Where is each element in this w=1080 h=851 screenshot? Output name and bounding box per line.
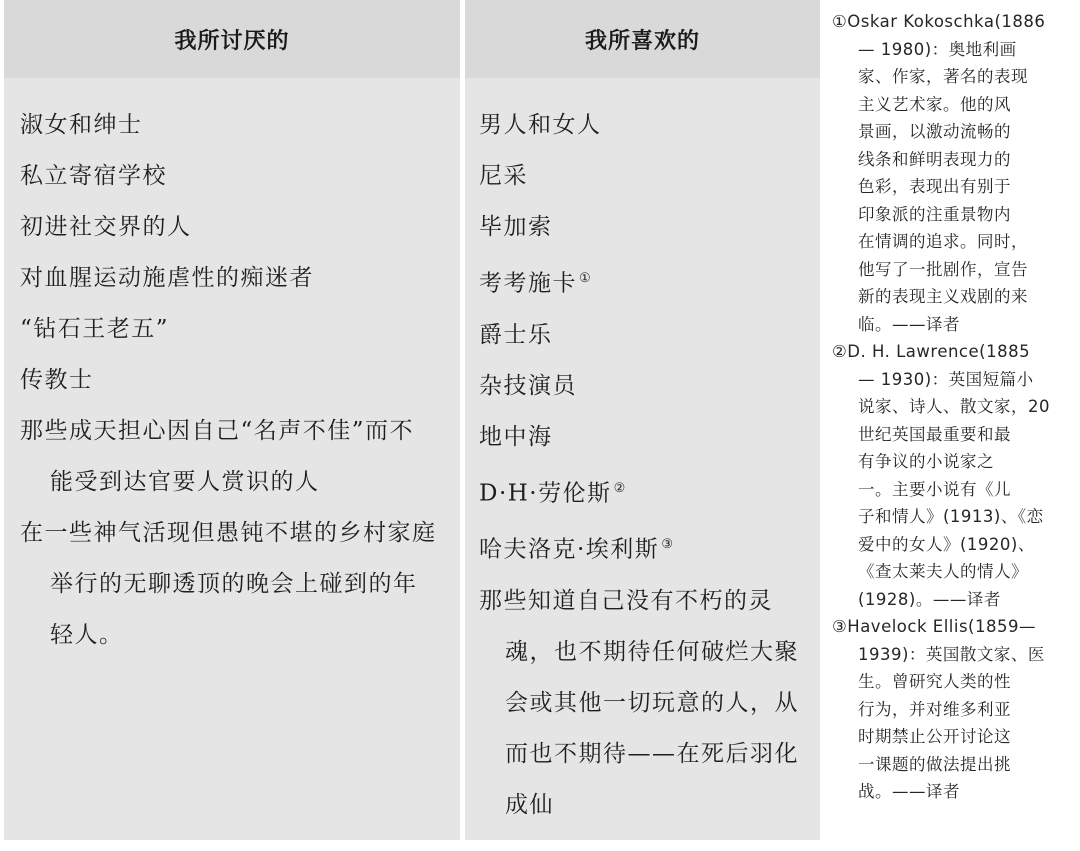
list-item [4, 355, 460, 406]
footnote-line: 说家、诗人、散文家，20 [858, 397, 1050, 416]
list-item [4, 202, 460, 253]
list-item-line: 淑女和绅士 [20, 112, 143, 138]
list-item [465, 361, 820, 412]
footnote-marker: ③ [661, 537, 675, 553]
list-item [465, 463, 820, 520]
list-item [465, 151, 820, 202]
list-item [4, 304, 460, 355]
footnote-line: 爱中的女人》(1920)、 [858, 534, 1035, 554]
list-item-line: “钻石王老五” [20, 316, 170, 342]
dislike-list [4, 78, 460, 661]
footnote-line: 有争议的小说家之 [858, 452, 994, 471]
footnote-marker: ② [613, 480, 627, 496]
dislike-header: 我所讨厌的 [4, 0, 460, 78]
footnote [832, 338, 1076, 613]
list-item [465, 576, 820, 831]
footnote-line: 景画，以激动流畅的 [858, 122, 1011, 141]
list-item-line: 私立寄宿学校 [20, 163, 167, 189]
list-item-line: 尼采 [479, 163, 528, 189]
footnote-line: 世纪英国最重要和最 [858, 424, 1011, 444]
list-item-line: 在一些神气活现但愚钝不堪的乡村家庭 [20, 520, 437, 546]
footnote-line: 印象派的注重景物内 [858, 204, 1011, 224]
list-item [4, 100, 460, 151]
footnote-line: 色彩，表现出有别于 [858, 177, 1011, 196]
footnote [832, 8, 1076, 338]
footnote-line: ①Oskar Kokoschka(1886 [832, 12, 1046, 31]
list-item-line: 举行的无聊透顶的晚会上碰到的年 [50, 571, 418, 597]
footnote-line: 战。——译者 [858, 782, 960, 801]
list-item [465, 202, 820, 253]
list-item [465, 412, 820, 463]
list-item-line: 魂，也不期待任何破烂大聚 [505, 638, 799, 665]
footnote-marker: ① [579, 271, 593, 286]
list-item [465, 519, 820, 576]
dislike-column [4, 0, 460, 840]
footnote-line: 行为，并对维多利亚 [858, 699, 1011, 719]
footnote-line: — 1980)：奥地利画 [858, 39, 1017, 59]
footnote-line: 新的表现主义戏剧的来 [858, 287, 1028, 306]
list-item-line: D·H·劳伦斯 [479, 480, 612, 507]
footnote-line: 一课题的做法提出挑 [858, 754, 1011, 774]
list-item-line: 哈夫洛克·埃利斯 [479, 536, 660, 563]
like-list [465, 78, 820, 831]
list-item-line: 而也不期待——在死后羽化 [505, 740, 799, 767]
list-item-line: 轻人。 [50, 622, 124, 648]
list-item-line: 地中海 [479, 423, 553, 450]
list-item-line: 传教士 [20, 367, 94, 393]
footnote [832, 613, 1076, 806]
list-item [4, 253, 460, 304]
footnote-line: (1928)。——译者 [858, 589, 1001, 609]
footnote-line: 一。主要小说有《儿 [858, 479, 1011, 499]
like-column [465, 0, 820, 840]
list-item-line: 杂技演员 [479, 372, 577, 399]
footnote-line: 他写了一批剧作，宣告 [858, 259, 1028, 279]
footnote-line: 在情调的追求。同时， [858, 232, 1028, 251]
footnote-line: 1939)：英国散文家、医 [858, 644, 1045, 664]
footnote-line: 主义艺术家。他的风 [858, 94, 1011, 114]
footnote-line: — 1930)：英国短篇小 [858, 369, 1034, 389]
list-item-line: 会或其他一切玩意的人，从 [505, 689, 799, 716]
footnote-line: 临。——译者 [858, 314, 960, 334]
list-item [4, 151, 460, 202]
list-item-line: 爵士乐 [479, 321, 553, 348]
list-item-line: 初进社交界的人 [20, 214, 192, 240]
list-item-line: 考考施卡 [479, 270, 577, 297]
list-item-line: 那些成天担心因自己“名声不佳”而不 [20, 418, 415, 444]
list-item-line: 成仙 [505, 791, 554, 818]
footnote-line: 线条和鲜明表现力的 [858, 149, 1011, 169]
list-item-line: 那些知道自己没有不朽的灵 [479, 587, 773, 614]
list-item [465, 310, 820, 361]
list-item [4, 508, 460, 661]
list-item [465, 253, 820, 310]
like-header: 我所喜欢的 [465, 0, 820, 78]
list-item [4, 406, 460, 508]
footnotes [832, 8, 1076, 806]
list-item-line: 对血腥运动施虐性的痴迷者 [20, 265, 314, 291]
footnote-line: 时期禁止公开讨论这 [858, 727, 1011, 746]
footnote-line: ②D. H. Lawrence(1885 [832, 342, 1031, 361]
list-item-line: 男人和女人 [479, 112, 602, 138]
list-item-line: 能受到达官要人赏识的人 [50, 469, 320, 495]
list-item-line: 毕加索 [479, 214, 553, 240]
footnote-line: ③Havelock Ellis(1859— [832, 617, 1036, 636]
footnote-line: 《查太莱夫人的情人》 [858, 562, 1028, 581]
footnote-line: 家、作家，著名的表现 [858, 67, 1028, 86]
footnote-line: 子和情人》(1913)、《恋 [858, 507, 1044, 526]
list-item [465, 100, 820, 151]
footnote-line: 生。曾研究人类的性 [858, 672, 1011, 691]
